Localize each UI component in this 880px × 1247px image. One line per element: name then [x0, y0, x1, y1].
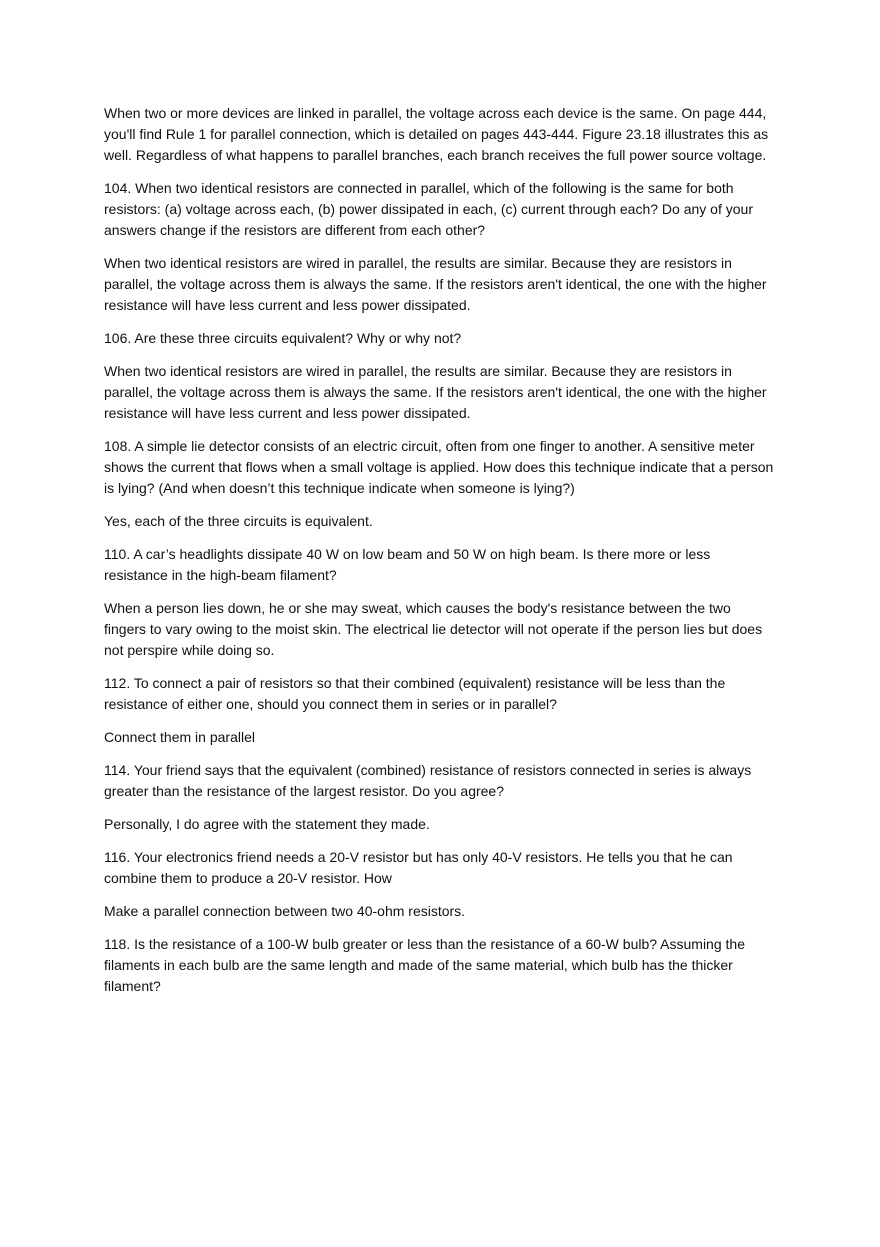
- document-page: [104, 103, 776, 1009]
- question-116: 116. Your electronics friend needs a 20-V resistor but has only 40-V resistors. He tells you that he can combine them to produce a 20-V resistor. How: [104, 849, 733, 886]
- question-112: 112. To connect a pair of resistors so that their combined (equivalent) resistance will be less than the resistance of either one, should you connect them in series or in parallel?: [104, 675, 726, 712]
- answer-114: Personally, I do agree with the statement they made.: [104, 816, 430, 832]
- question-106: 106. Are these three circuits equivalent? Why or why not?: [104, 330, 462, 346]
- answer-116: Make a parallel connection between two 40-ohm resistors.: [104, 903, 466, 919]
- answer-108: Yes, each of the three circuits is equivalent.: [104, 513, 373, 529]
- answer-104: When two identical resistors are wired in parallel, the results are similar. Because they are resistors in parallel, the voltage across them is always the same. If the resistors aren't identical, the one with the higher resistance will have less current and less power dissipated.: [104, 255, 767, 313]
- paragraph-intro-parallel-voltage: When two or more devices are linked in parallel, the voltage across each device is the same. On page 444, you'll find Rule 1 for parallel connection, which is detailed on pages 443-444. Figure 23.18 illustrates this as well. Regardless of what happens to parallel branches, each branch receives the full power source voltage.: [104, 105, 769, 163]
- question-104: 104. When two identical resistors are connected in parallel, which of the following is the same for both resistors: (a) voltage across each, (b) power dissipated in each, (c) current through each? Do any of your answers change if the resistors are different from each other?: [104, 180, 753, 238]
- question-114: 114. Your friend says that the equivalent (combined) resistance of resistors connected in series is always greater than the resistance of the largest resistor. Do you agree?: [104, 762, 752, 799]
- answer-106: When two identical resistors are wired in parallel, the results are similar. Because they are resistors in parallel, the voltage across them is always the same. If the resistors aren't identical, the one with the higher resistance will have less current and less power dissipated.: [104, 363, 767, 421]
- question-118: 118. Is the resistance of a 100-W bulb greater or less than the resistance of a 60-W bulb? Assuming the filaments in each bulb are the same length and made of the same material, which bulb has the thicker filament?: [104, 936, 745, 994]
- answer-110: When a person lies down, he or she may sweat, which causes the body's resistance between the two fingers to vary owing to the moist skin. The electrical lie detector will not operate if the person lies but does not perspire while doing so.: [104, 600, 763, 658]
- question-108: 108. A simple lie detector consists of an electric circuit, often from one finger to another. A sensitive meter shows the current that flows when a small voltage is applied. How does this technique indicate that a person is lying? (And when doesn’t this technique indicate when someone is lying?): [104, 438, 774, 496]
- question-110: 110. A car’s headlights dissipate 40 W on low beam and 50 W on high beam. Is there more or less resistance in the high-beam filament?: [104, 546, 711, 583]
- answer-112: Connect them in parallel: [104, 729, 255, 745]
